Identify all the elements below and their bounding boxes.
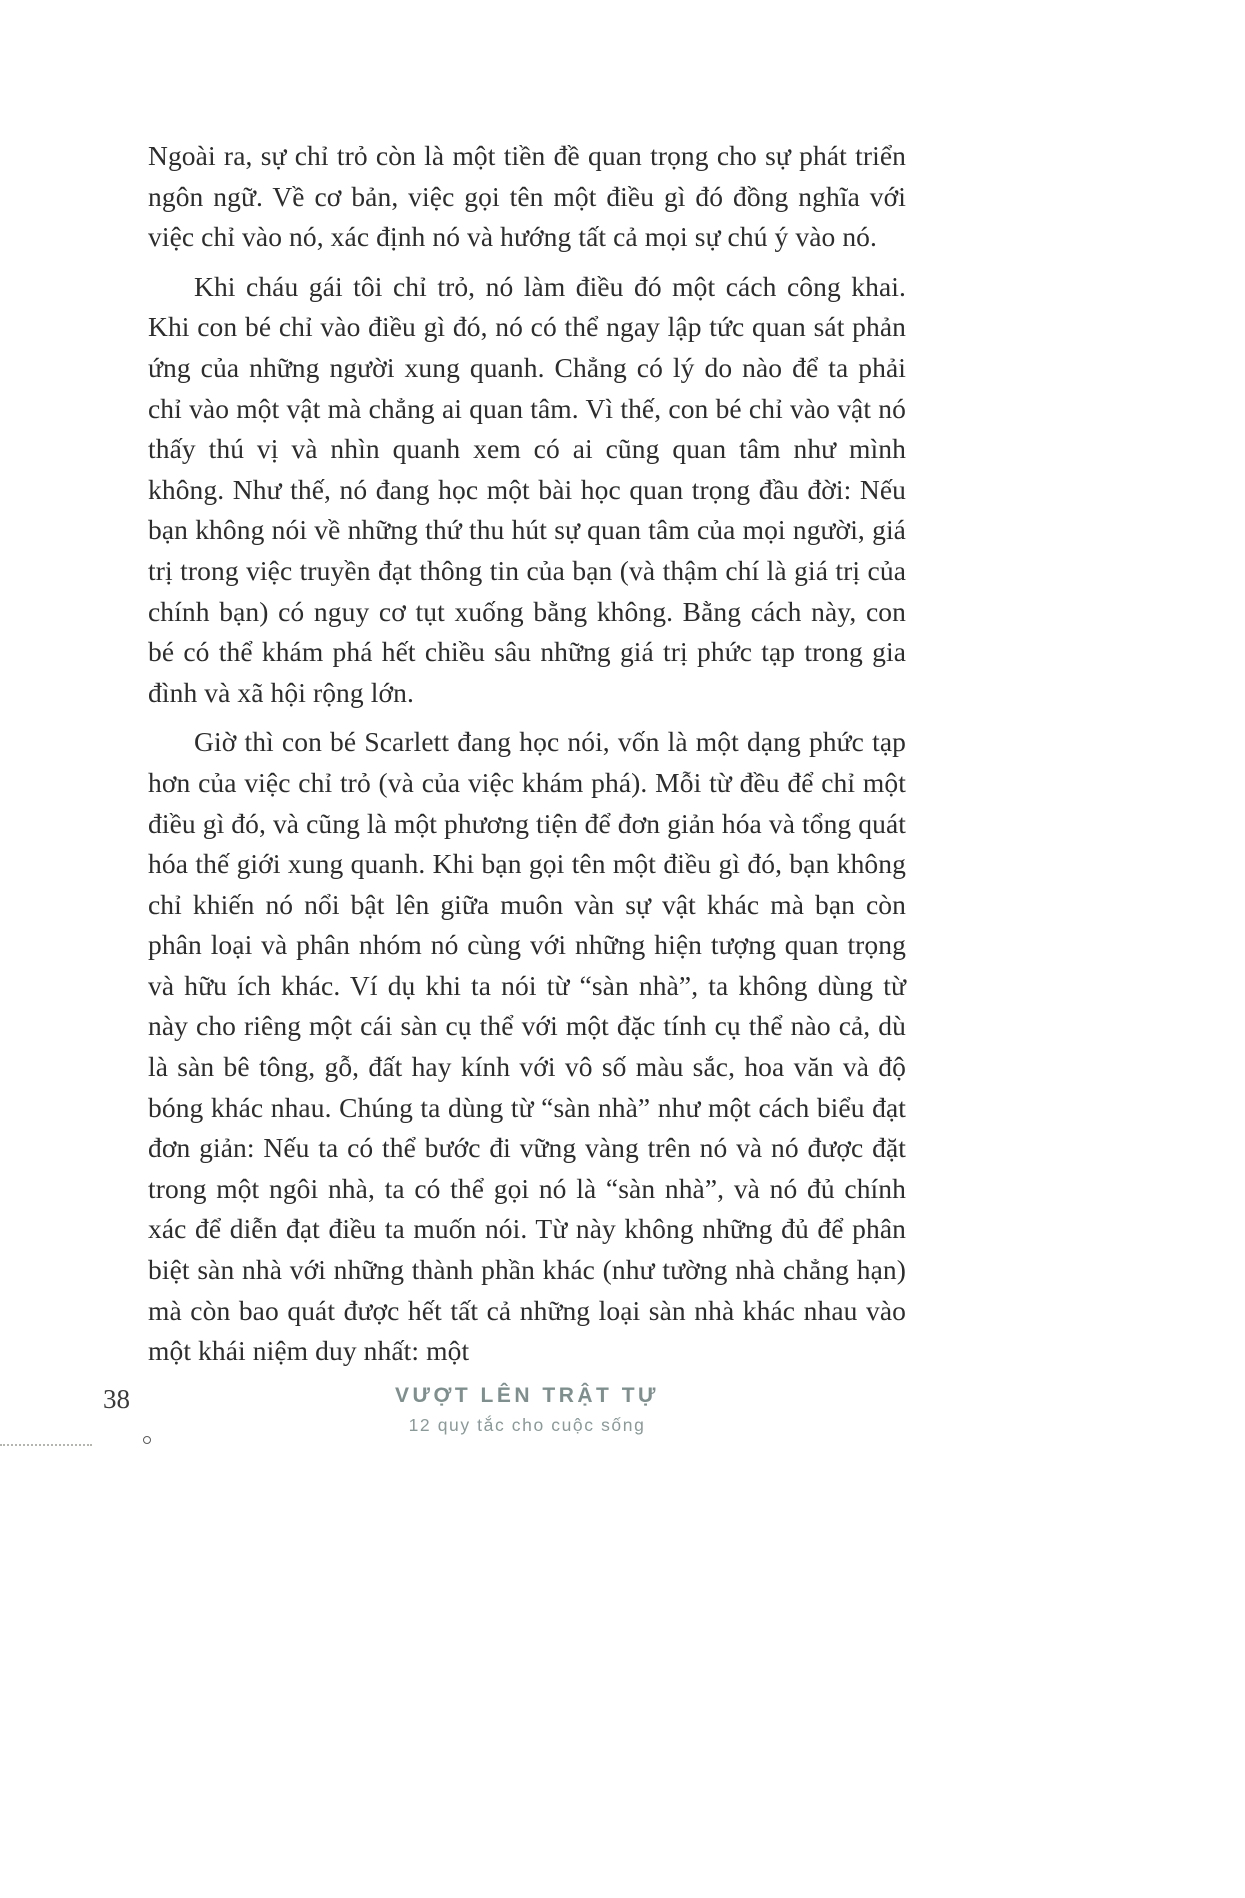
page-footer bbox=[0, 1378, 1245, 1468]
ring-ornament-icon bbox=[143, 1436, 151, 1444]
book-subtitle: 12 quy tắc cho cuộc sống bbox=[408, 1415, 646, 1435]
book-title: VƯỢT LÊN TRẬT TỰ bbox=[395, 1384, 659, 1407]
page-number: 38 bbox=[103, 1384, 130, 1414]
page-body-text bbox=[148, 136, 906, 1372]
paragraph: Khi cháu gái tôi chỉ trỏ, nó làm điều đó một cách công khai. Khi con bé chỉ vào điều gì đó, nó có thể ngay lập tức quan sát phản ứng của những người xung quanh. Chẳng có lý do nào để ta phải chỉ vào một vật mà chẳng ai quan tâm. Vì thế, con bé chỉ vào vật nó thấy thú vị và nhìn quanh xem có ai cũng quan tâm như mình không. Như thế, nó đang học một bài học quan trọng đầu đời: Nếu bạn không nói về những thứ thu hút sự quan tâm của mọi người, giá trị trong việc truyền đạt thông tin của bạn (và thậm chí là giá trị của chính bạn) có nguy cơ tụt xuống bằng không. Bằng cách này, con bé có thể khám phá hết chiều sâu những giá trị phức tạp trong gia đình và xã hội rộng lớn. bbox=[148, 270, 906, 708]
paragraph: Giờ thì con bé Scarlett đang học nói, vốn là một dạng phức tạp hơn của việc chỉ trỏ (và của việc khám phá). Mỗi từ đều để chỉ một điều gì đó, và cũng là một phương tiện để đơn giản hóa và tổng quát hóa thế giới xung quanh. Khi bạn gọi tên một điều gì đó, bạn không chỉ khiến nó nổi bật lên giữa muôn vàn sự vật khác mà bạn còn phân loại và phân nhóm nó cùng với những hiện tượng quan trọng và hữu ích khác. Ví dụ khi ta nói từ “sàn nhà”, ta không dùng từ này cho riêng một cái sàn cụ thể với một đặc tính cụ thể nào cả, dù là sàn bê tông, gỗ, đất hay kính với vô số màu sắc, hoa văn và độ bóng khác nhau. Chúng ta dùng từ “sàn nhà” như một cách biểu đạt đơn giản: Nếu ta có thể bước đi vững vàng trên nó và nó được đặt trong một ngôi nhà, ta có thể gọi nó là “sàn nhà”, và nó đủ chính xác để diễn đạt điều ta muốn nói. Từ này không những đủ để phân biệt sàn nhà với những thành phần khác (như tường nhà chẳng hạn) mà còn bao quát được hết tất cả những loại sàn nhà khác nhau vào một khái niệm duy nhất: một bbox=[148, 726, 906, 1367]
paragraph: Ngoài ra, sự chỉ trỏ còn là một tiền đề quan trọng cho sự phát triển ngôn ngữ. Về cơ bản, việc gọi tên một điều gì đó đồng nghĩa với việc chỉ vào nó, xác định nó và hướng tất cả mọi sự chú ý vào nó. bbox=[148, 140, 906, 253]
footer-dotted-line bbox=[0, 1444, 92, 1446]
footer-running-title bbox=[148, 1384, 906, 1436]
